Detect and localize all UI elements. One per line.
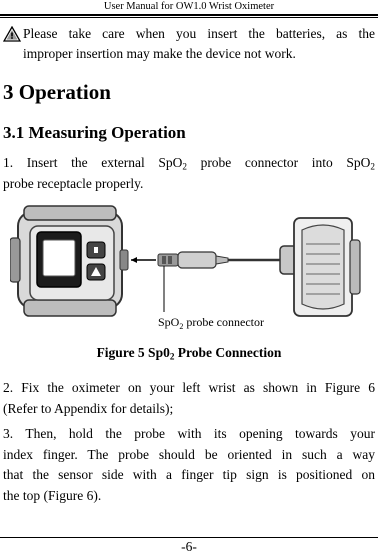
header-rule: [0, 14, 378, 16]
warning-icon: [3, 26, 21, 42]
step-3-line-2: index finger. The probe should be oriented in such a way: [3, 446, 375, 462]
step-1-line-1: 1. Insert the external SpO$_2$ probe connector into SpO$_2$: [3, 155, 375, 172]
step-1-paragraph: [3, 153, 375, 194]
warning-note: [3, 24, 375, 64]
subsection-heading: 3.1 Measuring Operation: [3, 123, 186, 142]
figure-caption: Figure 5 $Sp0_2$ Probe Connection: [96, 345, 282, 362]
oximeter-device-illustration: [10, 206, 128, 316]
step-1-line-2: probe receptacle properly.: [3, 175, 144, 191]
probe-connection-figure: [10, 200, 370, 340]
step-3-line-3: that the sensor side with a finger tip sign is positioned on: [3, 467, 375, 482]
warning-text-line-2: improper insertion may make the device not work.: [23, 46, 296, 61]
page-header: User Manual for OW1.0 Wrist Oximeter: [103, 1, 275, 12]
warning-text-line-1: Please take care when you insert the batteries, as the: [23, 26, 375, 41]
finger-probe-illustration: [280, 218, 360, 316]
section-heading: 3 Operation: [3, 80, 111, 104]
step-3-paragraph: [3, 424, 375, 506]
probe-connector-illustration: [158, 252, 294, 312]
insertion-arrow: [131, 257, 156, 263]
header-rule-thin: [0, 17, 378, 18]
step-2-line-2: (Refer to Appendix for details);: [3, 400, 174, 416]
figure-label: SpO$_2$ probe connector: [158, 315, 264, 331]
step-3-line-4: the top (Figure 6).: [3, 487, 102, 503]
step-3-line-1: 3. Then, hold the probe with its opening towards your: [3, 426, 375, 441]
step-2-line-1: 2. Fix the oximeter on your left wrist as shown in Figure 6: [3, 380, 375, 395]
page-number: -6-: [181, 539, 197, 554]
footer-rule: [0, 537, 378, 538]
step-2-paragraph: [3, 378, 375, 419]
